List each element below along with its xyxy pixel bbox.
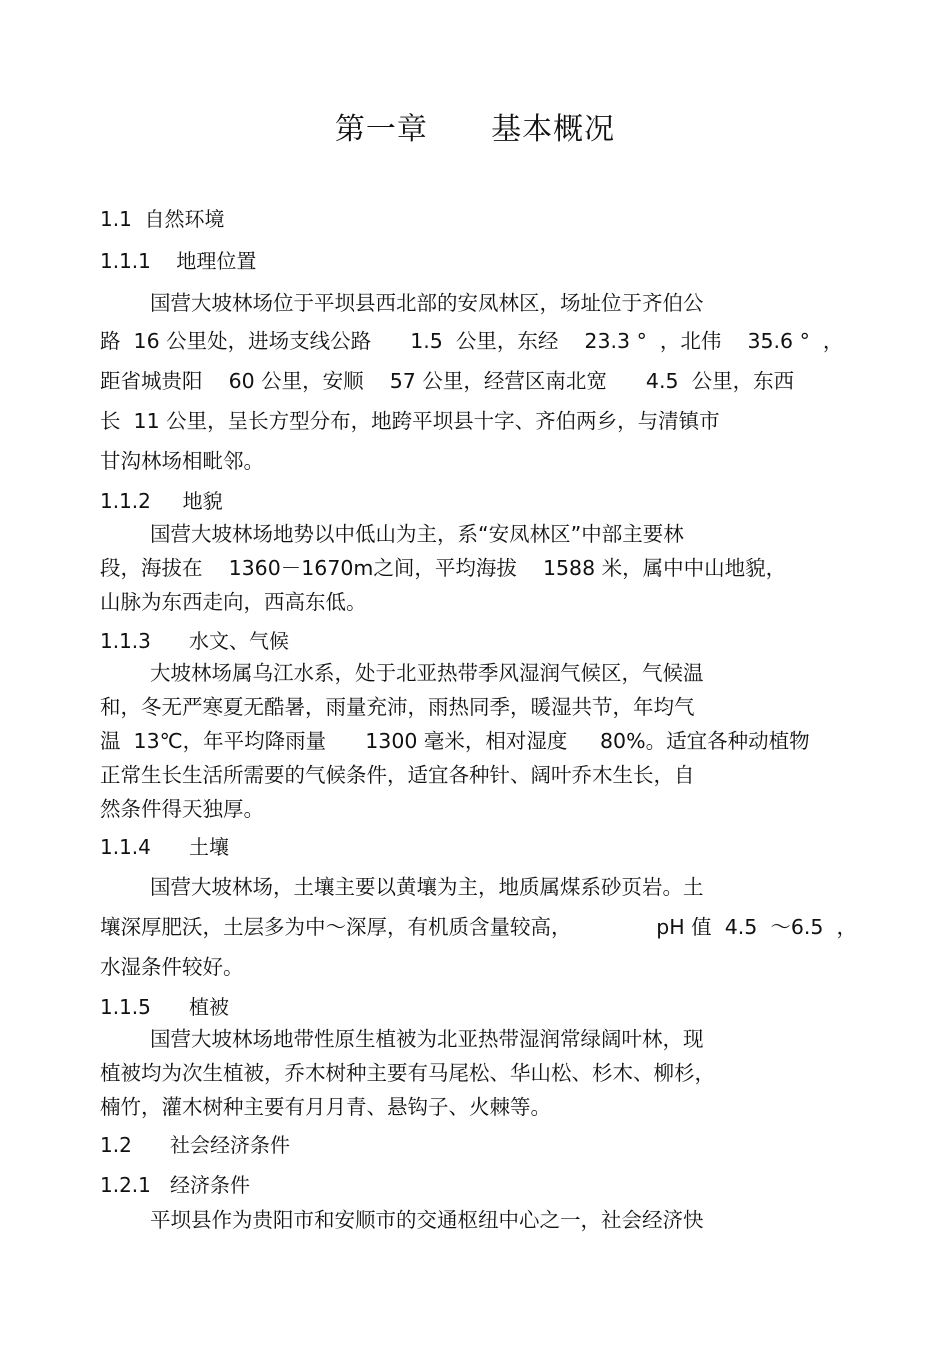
paragraph-line: 路 16 公里处，进场支线公路 1.5 公里，东经 23.3 ° ，北伟 35.6 ° ，	[100, 329, 844, 353]
paragraph-line: 大坡林场属乌江水系，处于北亚热带季风湿润气候区，气候温	[150, 661, 704, 685]
section-heading: 1.1.3 水文、气候	[100, 629, 290, 653]
paragraph-line: 距省城贵阳 60 公里，安顺 57 公里，经营区南北宽 4.5 公里，东西	[100, 369, 795, 393]
paragraph-line: 壤深厚肥沃，土层多为中～深厚，有机质含量较高， pH 值 4.5 ～6.5 ，	[100, 915, 857, 939]
paragraph-line: 平坝县作为贵阳市和安顺市的交通枢纽中心之一，社会经济快	[150, 1208, 704, 1232]
paragraph-line: 国营大坡林场地带性原生植被为北亚热带湿润常绿阔叶林，现	[150, 1027, 704, 1051]
paragraph-line: 和，冬无严寒夏无酷暑，雨量充沛，雨热同季，暖湿共节，年均气	[100, 695, 695, 719]
paragraph-line: 长 11 公里，呈长方型分布，地跨平坝县十字、齐伯两乡，与清镇市	[100, 409, 720, 433]
chapter-title: 第一章 基本概况	[334, 112, 616, 147]
paragraph-line: 甘沟林场相毗邻。	[100, 449, 264, 473]
paragraph-line: 植被均为次生植被，乔木树种主要有马尾松、华山松、杉木、柳杉，	[100, 1061, 715, 1085]
paragraph-line: 山脉为东西走向，西高东低。	[100, 590, 367, 614]
section-heading: 1.1 自然环境	[100, 207, 225, 231]
section-heading: 1.1.2 地貌	[100, 489, 223, 513]
paragraph-line: 国营大坡林场位于平坝县西北部的安凤林区，场址位于齐伯公	[150, 291, 704, 315]
section-heading: 1.2.1 经济条件	[100, 1173, 250, 1197]
paragraph-line: 正常生长生活所需要的气候条件，适宜各种针、阔叶乔木生长，自	[100, 763, 695, 787]
section-heading: 1.1.5 植被	[100, 995, 230, 1019]
paragraph-line: 国营大坡林场地势以中低山为主，系“安凤林区”中部主要林	[150, 522, 684, 546]
section-heading: 1.2 社会经济条件	[100, 1133, 290, 1157]
paragraph-line: 段，海拔在 1360－1670m之间，平均海拔 1588 米，属中中山地貌，	[100, 556, 787, 580]
section-heading: 1.1.4 土壤	[100, 835, 230, 859]
paragraph-line: 然条件得天独厚。	[100, 797, 264, 821]
section-heading: 1.1.1 地理位置	[100, 249, 257, 273]
paragraph-line: 温 13℃，年平均降雨量 1300 毫米，相对湿度 80%。适宜各种动植物	[100, 729, 810, 753]
paragraph-line: 国营大坡林场，土壤主要以黄壤为主，地质属煤系砂页岩。土	[150, 875, 704, 899]
paragraph-line: 水湿条件较好。	[100, 955, 244, 979]
paragraph-line: 楠竹，灌木树种主要有月月青、悬钩子、火棘等。	[100, 1095, 551, 1119]
